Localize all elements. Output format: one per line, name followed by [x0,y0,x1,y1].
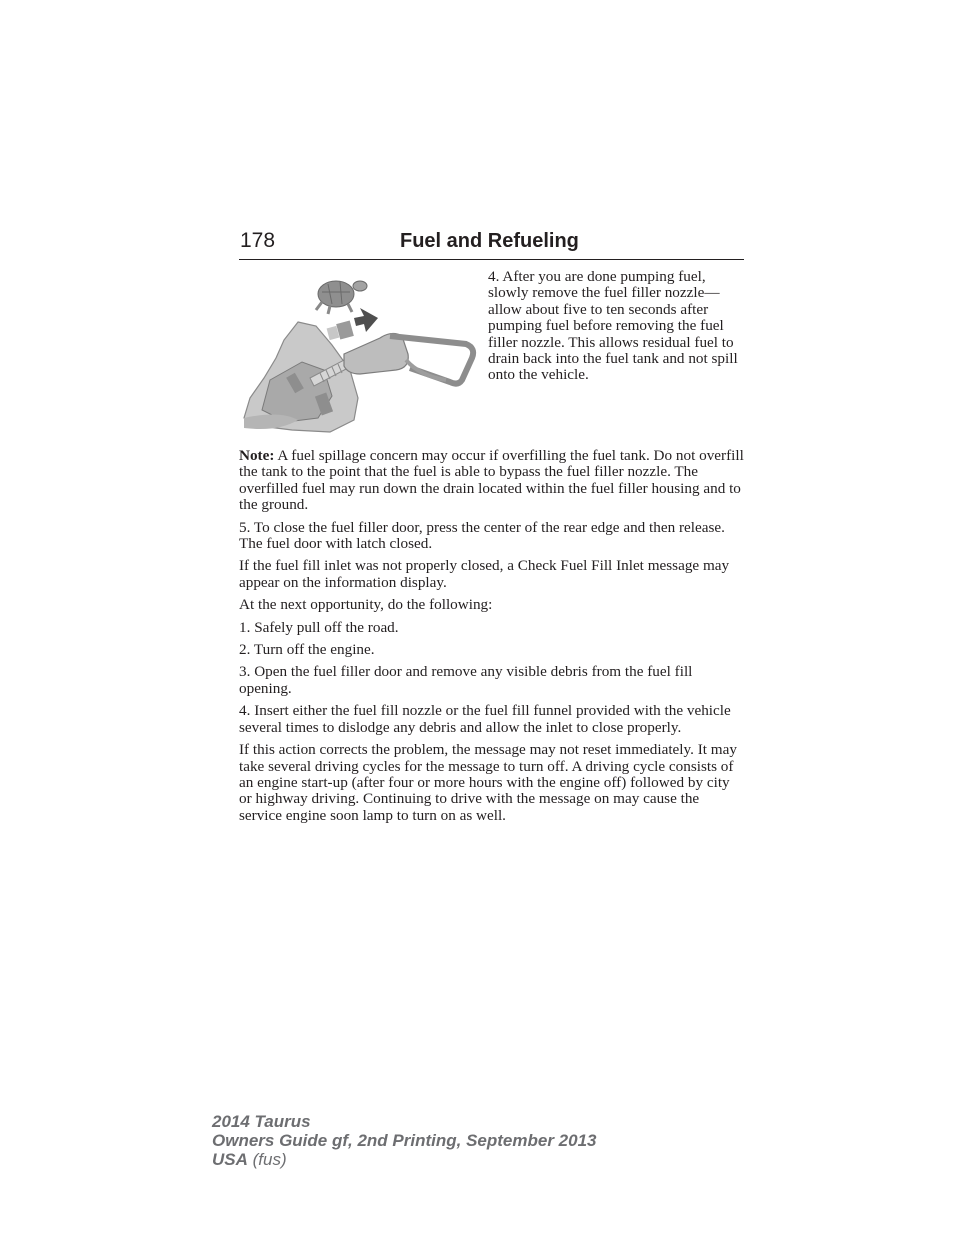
paragraph-next-opportunity: At the next opportunity, do the following: [239,596,493,614]
step-4: 4. Insert either the fuel fill nozzle or the fuel fill funnel provided with the vehicle several times to dislodge any debris and allow the inlet to close properly. [239,702,731,736]
paragraph-driving-cycles: If this action corrects the problem, the message may not reset immediately. It may take several driving cycles for the message to turn off. A driving cycle consists of an engine start-up (after four or more hours with the engine off) followed by city or highway driving. Continuing to drive with the message on may cause the service engine soon lamp to turn on as well. [239,741,737,824]
page-number: 178 [240,229,276,252]
note-label: Note: [239,447,275,464]
footer [212,1112,596,1169]
step-2: 2. Turn off the engine. [239,641,375,659]
refueling-nozzle-removal-illustration [240,270,480,435]
step-3: 3. Open the fuel filler door and remove any visible debris from the fuel fill opening. [239,663,693,697]
step-1: 1. Safely pull off the road. [239,618,399,636]
section-title: Fuel and Refueling [400,230,579,252]
step-4-instruction: 4. After you are done pumping fuel, slowly remove the fuel filler nozzle—allow about five to ten seconds after pumping fuel before removing the fuel filler nozzle. This allows residual fuel to drain back into the fuel tank and not spill onto the vehicle. [488,268,738,384]
note-paragraph [239,448,745,514]
footer-market-name: USA [212,1150,248,1169]
note-text: A fuel spillage concern may occur if overfilling the fuel tank. Do not overfill the tank to the point that the fuel is able to bypass the fuel filler nozzle. The overfilled fuel may run down the drain located within the fuel filler housing and to the ground. [239,447,744,514]
page-header [239,229,744,260]
paragraph-check-fuel-inlet: If the fuel fill inlet was not properly closed, a Check Fuel Fill Inlet message may appear on the information display. [239,557,730,591]
footer-market-code: (fus) [247,1150,287,1169]
main-text [239,448,745,830]
footer-model: 2014 Taurus [212,1112,311,1131]
paragraph-close-door: 5. To close the fuel filler door, press the center of the rear edge and then release. The fuel door with latch closed. [239,518,725,553]
footer-market [212,1150,596,1169]
footer-edition: Owners Guide gf, 2nd Printing, September 2013 [212,1131,597,1150]
